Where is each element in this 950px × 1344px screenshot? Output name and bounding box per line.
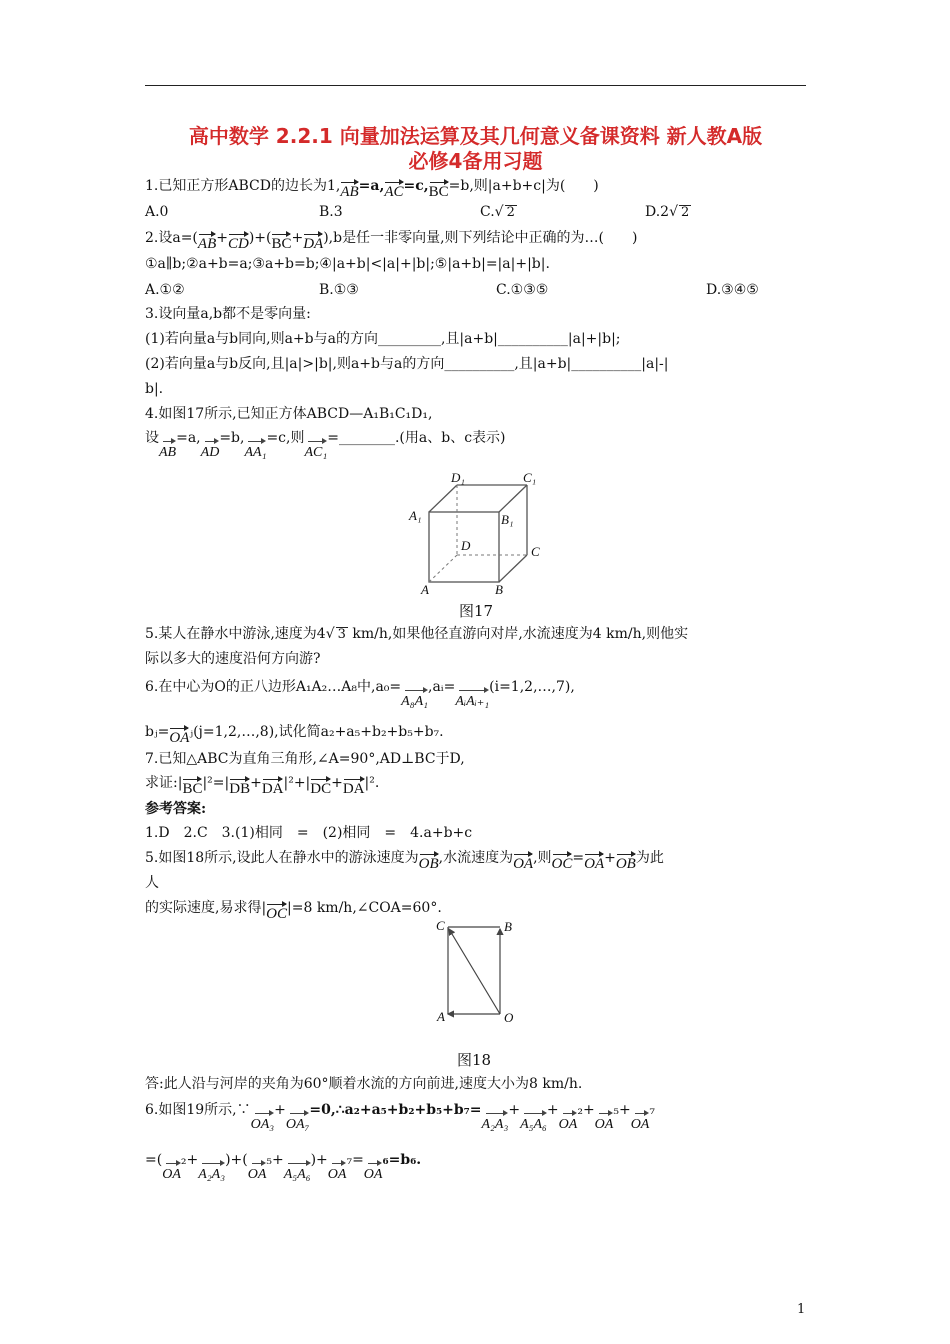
problem-1: 1.已知正方形ABCD的边长为1,AB=a,AC=c,BC=b,则|a+b+c|为( ) (145, 178, 599, 200)
p1-option-b: B.3 (319, 204, 343, 220)
page-title-line2: 必修4备用习题 (408, 149, 543, 173)
fig17-label-B1: B₁ (501, 512, 514, 527)
fig18-label-O: O (504, 1010, 514, 1025)
problem-7: 7.已知△ABC为直角三角形,∠A=90°,AD⊥BC于D, (145, 751, 465, 767)
fig17-label-C: C (531, 544, 540, 559)
p1-option-a: A.0 (145, 204, 169, 220)
p2-option-a: A.①② (145, 282, 185, 298)
problem-2-statements: ①a∥b;②a+b=a;③a+b=b;④|a+b|<|a|+|b|;⑤|a+b|=|a|+|b|. (145, 256, 550, 272)
fig17-label-D1: D₁ (451, 470, 465, 485)
problem-3-part2: (2)若向量a与b反向,且|a|>|b|,则a+b与a的方向__________,且|a+b|__________|a|-| (145, 356, 669, 372)
fig17-label-C1: C₁ (523, 470, 537, 485)
figure-18-diagram (432, 915, 522, 1027)
answer-6: 6.如图19所示,∵OA₃+OA₇=0,∴a₂+a₅+b₂+b₅+b₇=A₂A₃+A₅A₆+OA₂+OA₅+OA₇ (145, 1100, 655, 1135)
p2-option-c: C.①③⑤ (496, 282, 549, 298)
problem-7-proof: 求证:|BC|²=|DB+DA|²+|DC+DA|². (145, 775, 380, 797)
fig17-label-D: D (461, 538, 471, 553)
problem-5: 5.某人在静水中游泳,速度为4√ 3 km/h,如果他径直游向对岸,水流速度为4 km/h,则他实 (145, 626, 689, 642)
problem-2: 2.设a=(AB+CD)+(BC+DA),b是任一非零向量,则下列结论中正确的为…( ) (145, 230, 638, 252)
p1-option-c: C.√ 2 (480, 204, 515, 220)
fig17-label-A1: A₁ (409, 508, 422, 523)
problem-3-part1: (1)若向量a与b同向,则a+b与a的方向_________,且|a+b|__________|a|+|b|; (145, 331, 621, 347)
page-title: 高中数学 2.2.1 向量加法运算及其几何意义备课资料 新人教A版 (188, 124, 763, 148)
page-number: 1 (797, 1302, 806, 1317)
problem-4-vectors: 设AB=a,AD=b,AA₁=c,则AC₁=________.(用a、b、c表示) (145, 428, 506, 463)
p2-option-b: B.①③ (319, 282, 359, 298)
problem-6: 6.在中心为O的正八边形A₁A₂…A₈中,a₀=A₈A₁,aᵢ=AᵢAᵢ₊₁(i=1,2,…,7), (145, 677, 575, 712)
answers-heading: 参考答案: (145, 801, 207, 817)
figure-18-caption: 图18 (457, 1051, 492, 1069)
problem-6-cont: bⱼ=OAⱼ(j=1,2,…,8),试化简a₂+a₅+b₂+b₅+b₇. (145, 724, 444, 746)
fig18-label-A: A (437, 1009, 445, 1024)
p1-option-d: D.2√ 2 (645, 204, 690, 220)
fig18-label-B: B (504, 919, 512, 934)
header-rule (145, 85, 806, 86)
answer-5-speed: 的实际速度,易求得|OC|=8 km/h,∠COA=60°. (145, 900, 442, 922)
problem-3: 3.设向量a,b都不是零向量: (145, 306, 311, 322)
fig17-label-B: B (495, 582, 503, 596)
problem-4: 4.如图17所示,已知正方体ABCD—A₁B₁C₁D₁, (145, 406, 433, 422)
answers-1-4: 1.D 2.C 3.(1)相同 = (2)相同 = 4.a+b+c (145, 825, 473, 841)
problem-5-cont: 际以多大的速度沿何方向游? (145, 651, 321, 667)
fig17-label-A: A (421, 582, 429, 596)
problem-3-part2-cont: b|. (145, 381, 164, 397)
figure-17-cube (405, 468, 555, 596)
figure-17-caption: 图17 (459, 602, 494, 620)
answer-5-cont: 人 (145, 875, 159, 891)
answer-5-conclusion: 答:此人沿与河岸的夹角为60°顺着水流的方向前进,速度大小为8 km/h. (145, 1076, 583, 1092)
answer-6-cont: =(OA₂+A₂A₃)+(OA₅+A₅A₆)+OA₇=OA₆=b₆. (145, 1150, 421, 1185)
fig18-label-C: C (436, 918, 445, 933)
answer-5: 5.如图18所示,设此人在静水中的游泳速度为OB,水流速度为OA,则OC=OA+OB为此 (145, 850, 664, 872)
p2-option-d: D.③④⑤ (706, 282, 759, 298)
